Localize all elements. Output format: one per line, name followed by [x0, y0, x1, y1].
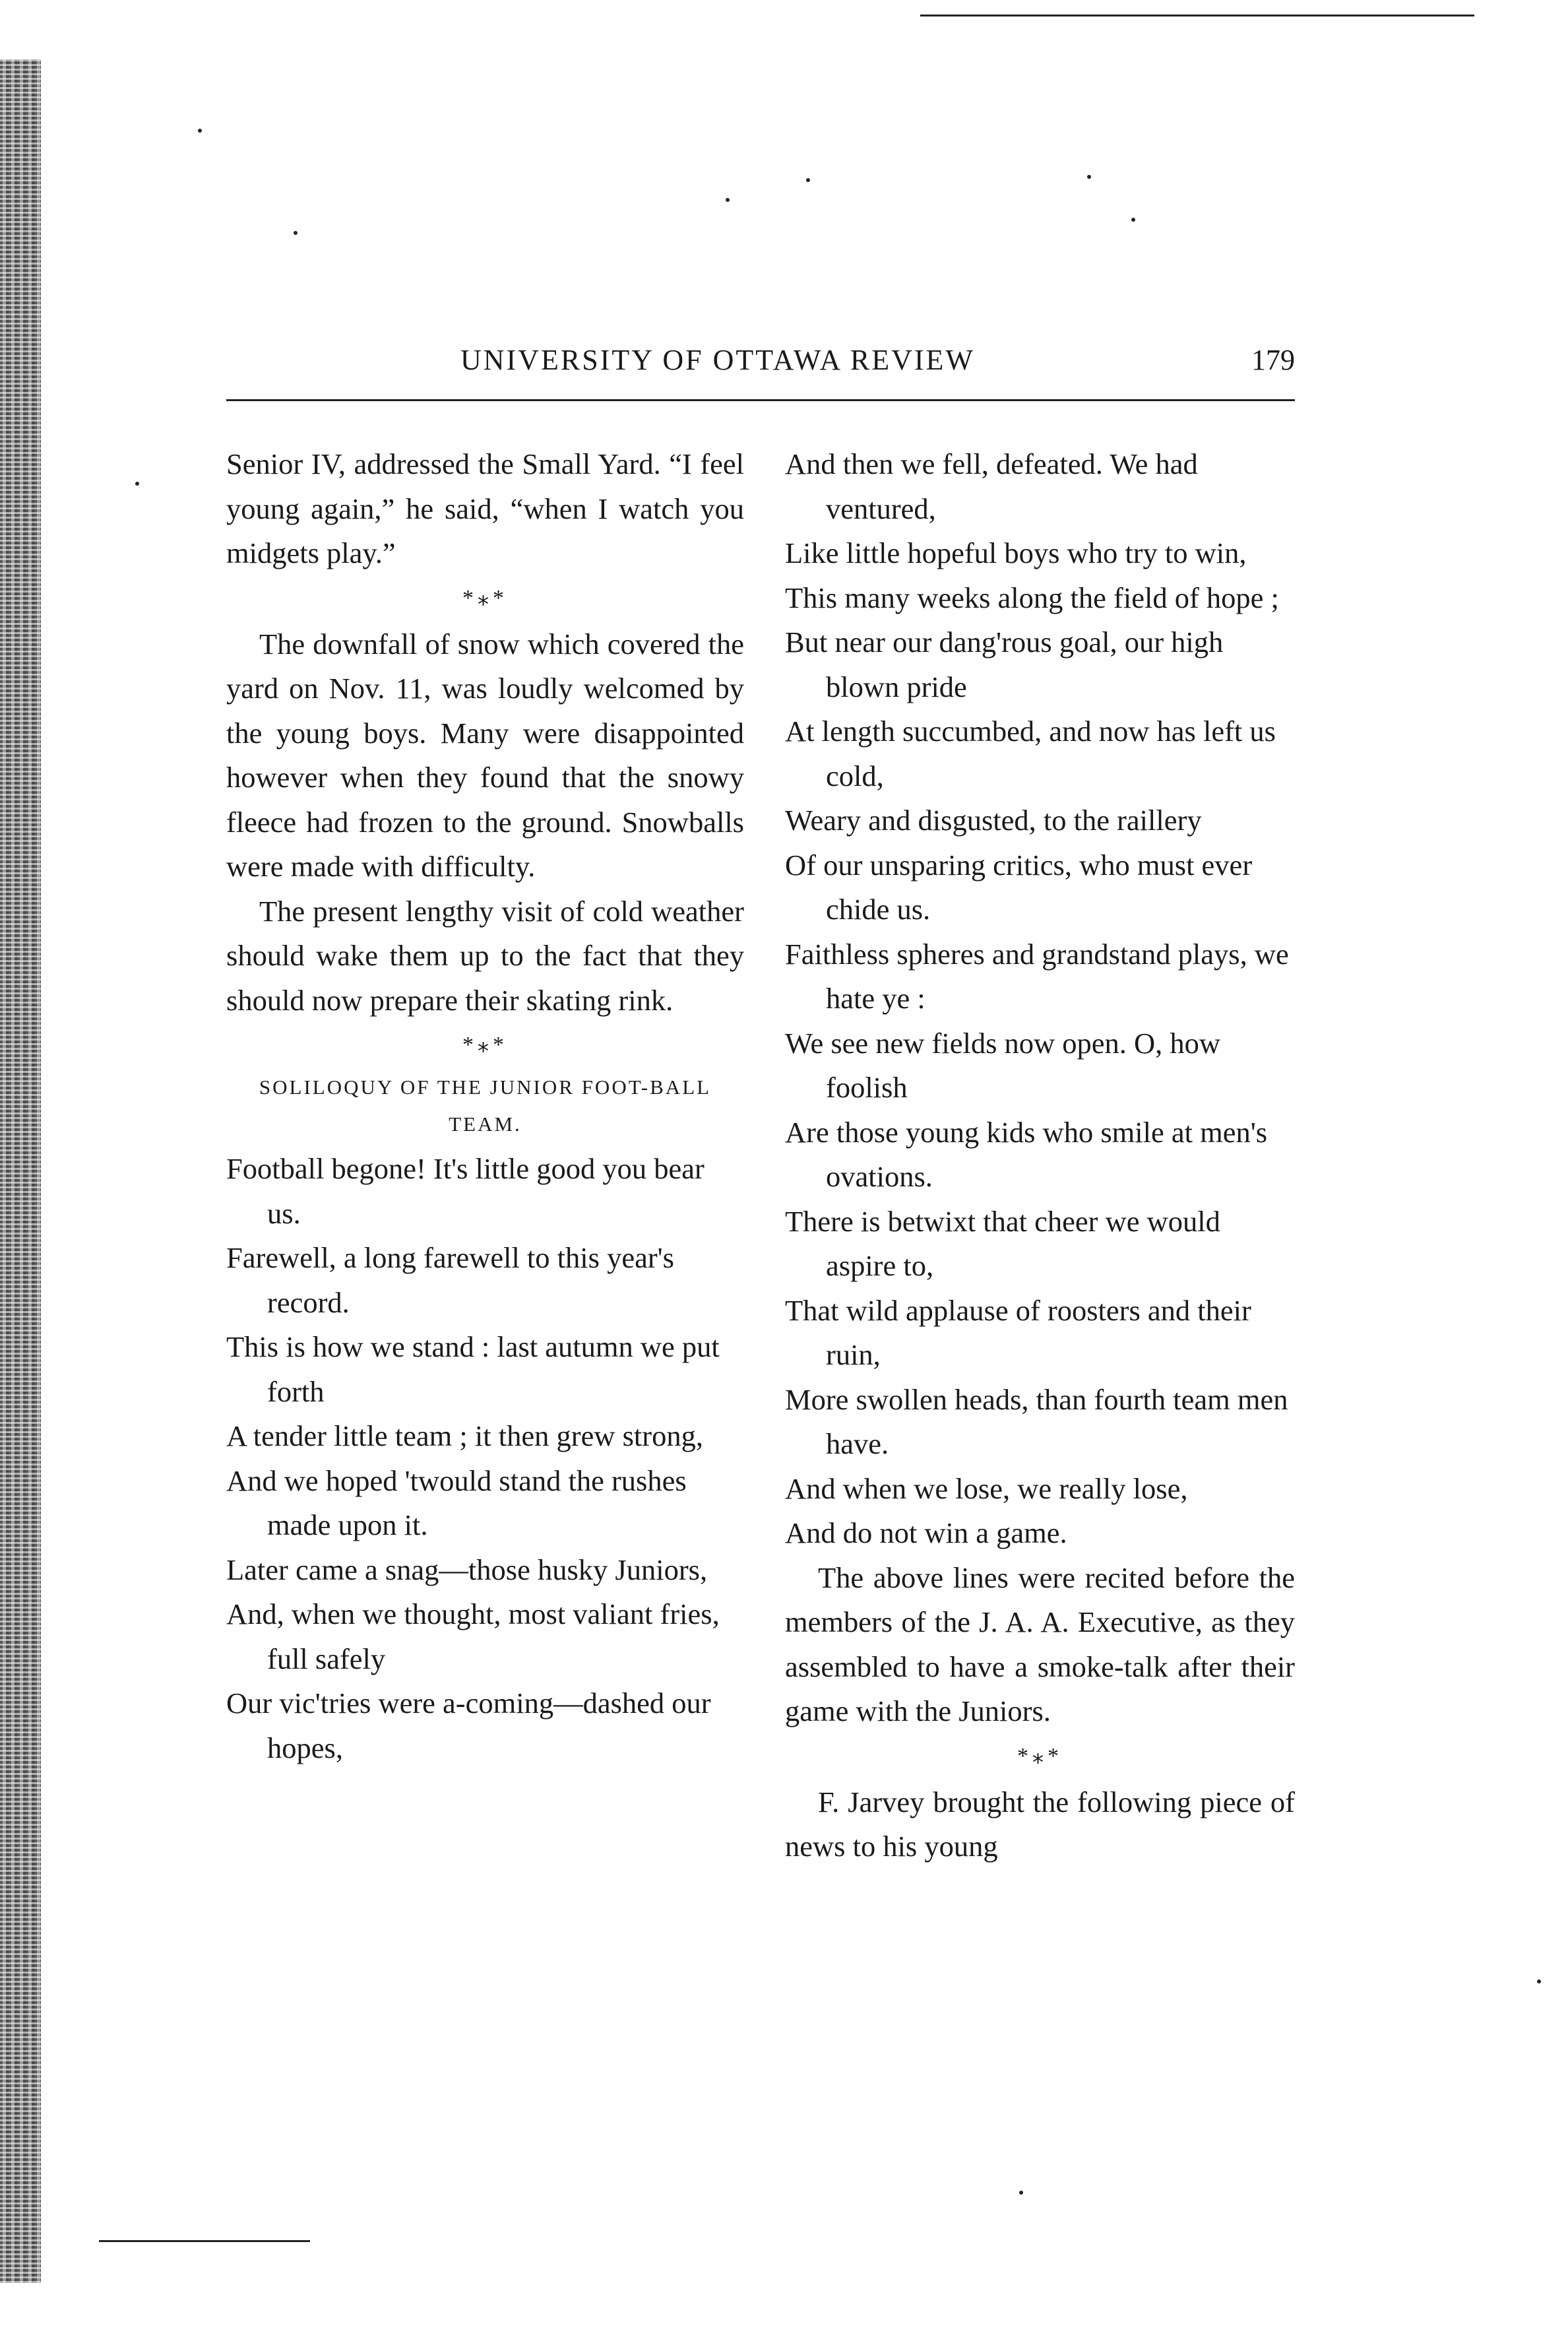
verse-line: And, when we thought, most valiant fries, full safely [226, 1597, 720, 1675]
verse-line: And when we lose, we really lose, [785, 1471, 1188, 1505]
print-speck [198, 129, 202, 133]
paragraph: F. Jarvey brought the following piece of news to his young [785, 1785, 1295, 1863]
verse-line: Our vic'tries were a-coming—dashed our hopes, [226, 1687, 711, 1764]
section-stars: *⁎* [1017, 1743, 1063, 1768]
verse-line: That wild applause of roosters and their ruin, [785, 1293, 1251, 1371]
running-header [226, 343, 1295, 389]
verse-line: Later came a snag—those husky Juniors, [226, 1553, 708, 1586]
verse-line: We see new fields now open. O, how foolish [785, 1026, 1221, 1104]
header-rule [226, 399, 1295, 401]
verse-line: But near our dang'rous goal, our high blown pride [785, 626, 1224, 703]
page-binding-edge [0, 59, 41, 2283]
paragraph: Senior IV, addressed the Small Yard. “I feel young again,” he said, “when I watch you midgets play.” [226, 447, 744, 569]
poem-title: SOLILOQUY OF THE JUNIOR FOOT-BALL TEAM. [259, 1076, 712, 1136]
verse-line: And do not win a game. [785, 1516, 1067, 1549]
verse-line: And then we fell, defeated. We had ventured, [785, 447, 1198, 525]
verse-line: A tender little team ; it then grew strong, [226, 1419, 703, 1452]
print-speck [1131, 218, 1135, 222]
print-speck [1537, 1979, 1541, 1983]
verse-line: Football begone! It's little good you bear us. [226, 1152, 705, 1230]
verse-line: Are those young kids who smile at men's ovations. [785, 1115, 1268, 1193]
bottom-edge-rule [99, 2240, 310, 2242]
verse-line: Faithless spheres and grandstand plays, we hate ye : [785, 937, 1289, 1015]
right-column [785, 442, 1295, 1869]
left-column [226, 442, 744, 1770]
paragraph: The present lengthy visit of cold weather should wake them up to the fact that they should now prepare their skating rink. [226, 894, 744, 1017]
journal-title: UNIVERSITY OF OTTAWA REVIEW [460, 344, 975, 376]
print-speck [806, 178, 810, 182]
paragraph: The downfall of snow which covered the yard on Nov. 11, was loudly welcomed by the young boys. Many were disappointed however when they found that the snowy fleece had frozen to the ground. Snowballs were made with difficulty. [226, 627, 744, 883]
verse-line: Like little hopeful boys who try to win, [785, 536, 1247, 569]
verse-line: At length succumbed, and now has left us cold, [785, 715, 1276, 792]
verse-line: Weary and disgusted, to the raillery [785, 804, 1202, 837]
verse-line: Farewell, a long farewell to this year's record. [226, 1241, 674, 1319]
verse-line: And we hoped 'twould stand the rushes made upon it. [226, 1463, 687, 1541]
verse-line: More swollen heads, than fourth team men have. [785, 1382, 1288, 1460]
section-stars: *⁎* [462, 1033, 508, 1057]
verse-line: This is how we stand : last autumn we put forth [226, 1330, 720, 1408]
print-speck [1019, 2191, 1023, 2195]
paragraph: The above lines were recited before the members of the J. A. A. Executive, as they assembled to have a smoke-talk after their game with the Juniors. [785, 1560, 1295, 1727]
verse-line: There is betwixt that cheer we would aspire to, [785, 1204, 1220, 1282]
verse-line: This many weeks along the field of hope ; [785, 581, 1279, 614]
print-speck [1087, 175, 1091, 179]
print-speck [294, 231, 298, 235]
verse-line: Of our unsparing critics, who must ever chide us. [785, 848, 1253, 926]
top-edge-rule [920, 15, 1474, 16]
section-stars: *⁎* [462, 585, 508, 610]
page-number: 179 [1251, 344, 1295, 376]
print-speck [726, 198, 730, 202]
print-speck [135, 482, 139, 486]
